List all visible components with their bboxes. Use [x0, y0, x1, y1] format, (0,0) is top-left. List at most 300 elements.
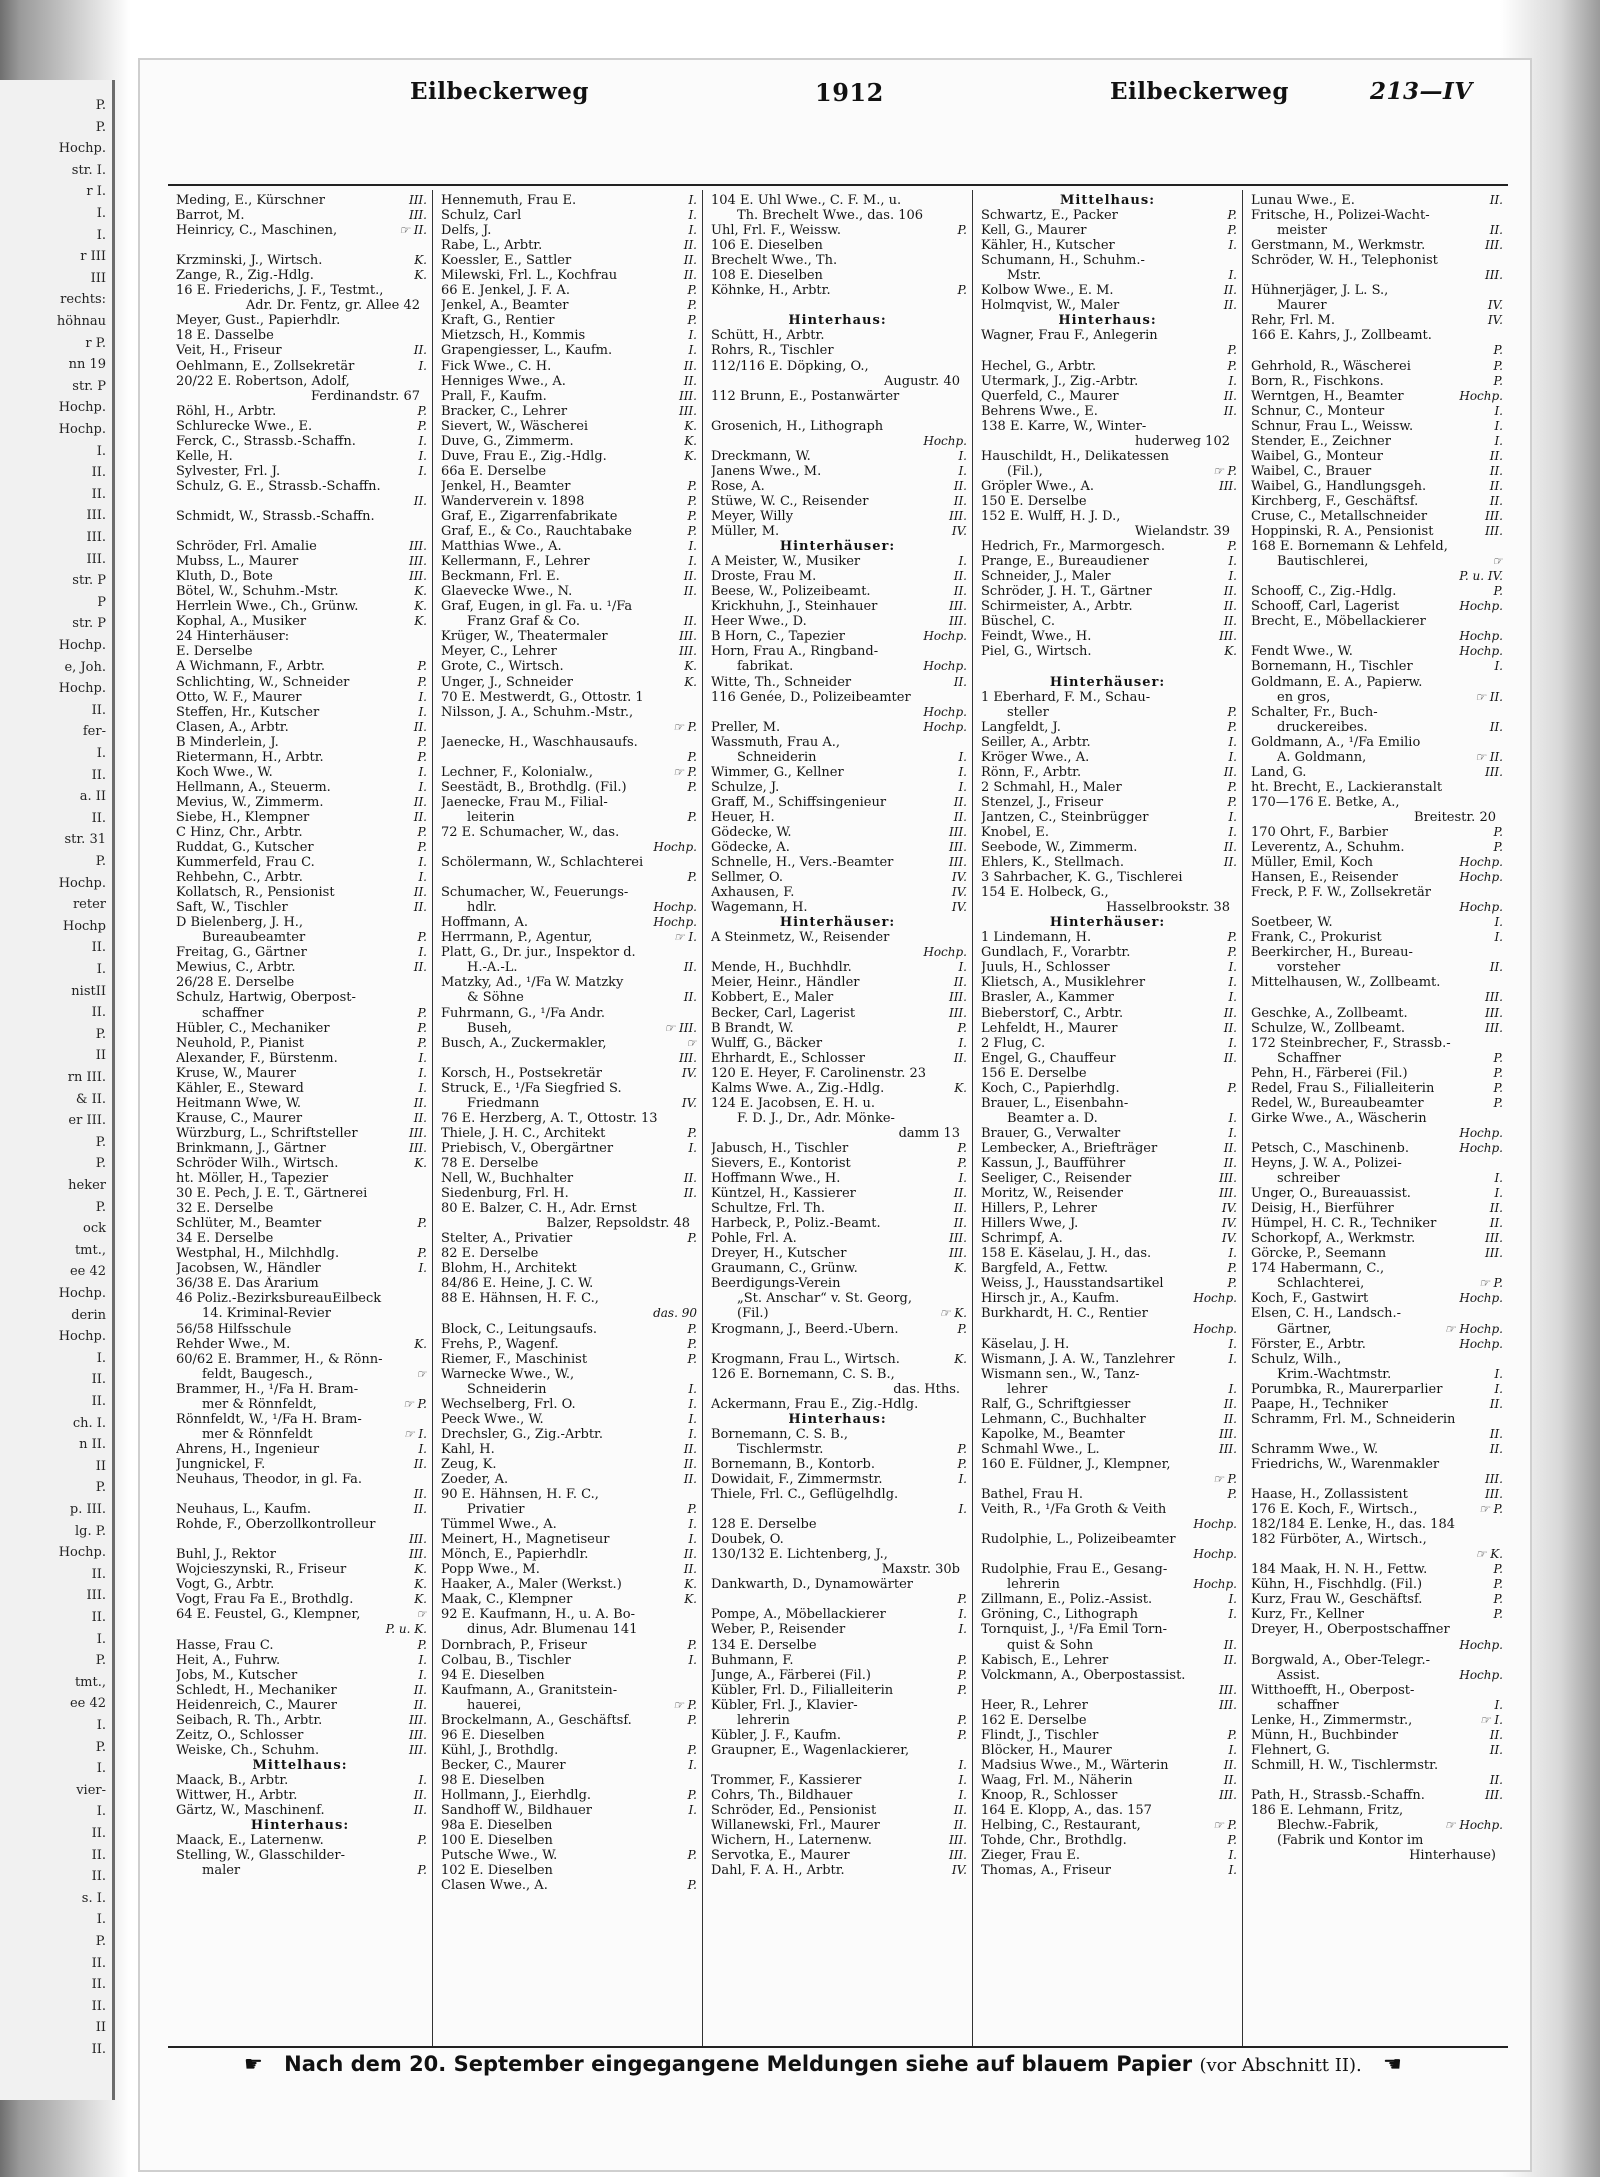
entry-floor: K. — [684, 433, 697, 448]
entry-floor: I. — [688, 1517, 697, 1532]
directory-entry — [441, 915, 697, 930]
entry-text: & Söhne — [467, 990, 524, 1006]
entry-floor: II. — [1223, 1396, 1237, 1411]
entry-text: 1 Eberhard, F. M., Schau- — [981, 689, 1151, 705]
entry-floor: I. — [418, 704, 427, 719]
entry-text: 108 E. Dieselben — [711, 268, 823, 284]
directory-entry — [711, 193, 967, 208]
adjacent-page-fragment: e, Joh. — [64, 659, 106, 675]
entry-floor: III. — [408, 1547, 427, 1562]
entry-text: 116 Genée, D., Polizeibeamter — [711, 689, 911, 705]
directory-entry — [711, 1713, 967, 1728]
entry-floor: I. — [958, 448, 967, 463]
entry-text: Neuhold, P., Pianist — [176, 1035, 304, 1051]
entry-floor: II. — [413, 719, 427, 734]
entry-text: 92 E. Kaufmann, H., u. A. Bo- — [441, 1607, 635, 1623]
adjacent-page-fragment: II. — [91, 1610, 106, 1625]
entry-text: Schultze, Frl. Th. — [711, 1201, 825, 1217]
directory-entry — [1251, 1006, 1503, 1021]
entry-floor: P. — [417, 403, 427, 418]
entry-floor: P. — [417, 734, 427, 749]
entry-text: Rehbehn, C., Arbtr. — [176, 870, 303, 886]
entry-floor: ☞ P. — [672, 719, 697, 734]
directory-entry — [176, 720, 427, 735]
entry-text: Klietsch, A., Musiklehrer — [981, 975, 1146, 991]
directory-entry — [711, 268, 967, 283]
directory-entry — [711, 1517, 967, 1532]
directory-entry — [981, 1698, 1237, 1713]
directory-entry — [1251, 1261, 1503, 1276]
entry-text: schreiber — [1277, 1171, 1340, 1187]
entry-floor: II. — [953, 1818, 967, 1833]
entry-text: Engel, G., Chauffeur — [981, 1050, 1116, 1066]
entry-text: Hellmann, A., Steuerm. — [176, 779, 331, 795]
adjacent-page-fragment: III. — [86, 530, 106, 545]
entry-text: Lenke, H., Zimmermstr., — [1251, 1712, 1413, 1728]
entry-floor: P. — [417, 1637, 427, 1652]
entry-text: Weiss, J., Hausstandsartikel — [981, 1276, 1164, 1292]
entry-floor: I. — [688, 1757, 697, 1772]
directory-entry — [1251, 1096, 1503, 1111]
directory-entry — [981, 870, 1237, 885]
directory-entry — [176, 283, 427, 298]
entry-floor: III. — [1218, 1441, 1237, 1456]
adjacent-page-fragment: str. P — [72, 378, 106, 394]
entry-text: 26/28 E. Derselbe — [176, 975, 295, 991]
entry-text: Hillers Wwe, J. — [981, 1216, 1079, 1232]
directory-entry — [176, 1622, 427, 1637]
directory-entry — [1251, 614, 1503, 629]
directory-entry — [1251, 900, 1503, 915]
entry-text: Frehs, P., Wagenf. — [441, 1336, 559, 1352]
entry-floor: II. — [1489, 463, 1503, 478]
entry-text: Kellermann, F., Lehrer — [441, 554, 590, 570]
entry-floor: P. — [957, 1441, 967, 1456]
directory-entry — [711, 1547, 967, 1562]
entry-floor: P. — [687, 1878, 697, 1893]
entry-text: schaffner — [1277, 1697, 1339, 1713]
entry-floor: ☞ P. — [1212, 1471, 1237, 1486]
directory-entry — [176, 223, 427, 238]
entry-floor: P. — [417, 1246, 427, 1261]
entry-text: Hennemuth, Frau E. — [441, 193, 577, 208]
entry-text: Hinterhäuser: — [1049, 674, 1166, 690]
directory-entry — [441, 1562, 697, 1577]
entry-text: A Meister, W., Musiker — [711, 554, 861, 570]
entry-text: 134 E. Derselbe — [711, 1637, 817, 1653]
directory-entry — [711, 479, 967, 494]
directory-entry — [711, 990, 967, 1005]
directory-entry — [441, 1713, 697, 1728]
entry-text: Rehr, Frl. M. — [1251, 313, 1336, 329]
directory-entry — [176, 509, 427, 524]
adjacent-page-fragment: II. — [91, 1394, 106, 1409]
directory-entry — [981, 1638, 1237, 1653]
entry-text: Hoffmann, A. — [441, 915, 529, 931]
entry-floor: P. — [417, 1863, 427, 1878]
directory-entry — [711, 1156, 967, 1171]
directory-entry — [1251, 840, 1503, 855]
entry-floor: I. — [1228, 1125, 1237, 1140]
pointing-hand-left-icon: ☛ — [244, 2052, 263, 2076]
entry-floor: II. — [1489, 1727, 1503, 1742]
entry-floor: IV. — [1487, 313, 1503, 328]
directory-entry — [981, 539, 1237, 554]
entry-text: Hirsch jr., A., Kaufm. — [981, 1291, 1120, 1307]
entry-text: Stüwe, W. C., Reisender — [711, 493, 869, 509]
directory-entry — [441, 1156, 697, 1171]
directory-entry — [176, 1276, 427, 1291]
entry-floor: II. — [413, 1682, 427, 1697]
directory-entry — [176, 359, 427, 374]
directory-entry — [176, 705, 427, 720]
entry-floor: III. — [1484, 1246, 1503, 1261]
entry-floor: II. — [413, 1095, 427, 1110]
directory-entry — [711, 1622, 967, 1637]
directory-entry — [441, 268, 697, 283]
entry-text: Pohle, Frl. A. — [711, 1231, 797, 1247]
entry-text: Preller, M. — [711, 719, 781, 735]
entry-floor: II. — [953, 674, 967, 689]
entry-text: Adr. Dr. Fentz, gr. Allee 42 — [245, 298, 420, 314]
entry-text: Kühn, H., Fischhdlg. (Fil.) — [1251, 1577, 1423, 1593]
directory-entry — [441, 990, 697, 1005]
directory-entry — [1251, 1683, 1503, 1698]
entry-text: Grosenich, H., Lithograph — [711, 418, 884, 434]
entry-text: Schlurecke Wwe., E. — [176, 418, 313, 434]
adjacent-page-fragment: rn III. — [67, 1070, 106, 1085]
entry-floor: K. — [414, 614, 427, 629]
entry-text: Brinkmann, J., Gärtner — [176, 1140, 326, 1156]
entry-text: Leverentz, A., Schuhm. — [1251, 840, 1405, 856]
directory-entry — [176, 1412, 427, 1427]
entry-text: Cohrs, Th., Bildhauer — [711, 1787, 853, 1803]
adjacent-page-fragment: II. — [91, 1826, 106, 1841]
entry-text: lehrerin — [737, 1712, 790, 1728]
entry-floor: K. — [954, 1351, 967, 1366]
directory-entry — [981, 1803, 1237, 1818]
entry-text: Brammer, H., ¹/Fa H. Bram- — [176, 1381, 359, 1397]
directory-entry — [441, 1502, 697, 1517]
entry-text: Hinterhäuser: — [779, 915, 896, 931]
adjacent-page-fragment: n II. — [79, 1437, 106, 1453]
entry-text: Hinterhäuser: — [779, 539, 896, 555]
entry-floor: II. — [683, 1441, 697, 1456]
adjacent-page-fragment: II. — [91, 810, 106, 826]
entry-floor: K. — [414, 253, 427, 268]
entry-text: Henniges Wwe., A. — [441, 373, 566, 389]
entry-floor: P. — [417, 418, 427, 433]
entry-text: Freitag, G., Gärtner — [176, 945, 307, 961]
entry-text: Moritz, W., Reisender — [981, 1186, 1123, 1202]
entry-floor: ☞ — [416, 1366, 427, 1381]
entry-text: hauerei, — [467, 1697, 522, 1713]
entry-text: Graupner, E., Wagenlackierer, — [711, 1742, 910, 1758]
directory-entry — [1251, 930, 1503, 945]
entry-floor: II. — [953, 1803, 967, 1818]
entry-text: Schulz, Hartwig, Oberpost- — [176, 990, 356, 1006]
entry-floor: K. — [414, 584, 427, 599]
entry-text: Mstr. — [1007, 268, 1042, 284]
entry-text: (Fil.), — [1007, 463, 1043, 479]
entry-floor: K. — [954, 1080, 967, 1095]
entry-text: Droste, Frau M. — [711, 569, 817, 585]
entry-text: Duve, G., Zimmerm. — [441, 433, 574, 449]
entry-text: Ackermann, Frau E., Zig.-Hdlg. — [711, 1396, 919, 1412]
directory-entry — [711, 705, 967, 720]
entry-text: Maack, E., Laternenw. — [176, 1833, 324, 1849]
entry-text: Tornquist, J., ¹/Fa Emil Torn- — [981, 1622, 1168, 1638]
directory-entry — [711, 1607, 967, 1622]
entry-text: leiterin — [467, 809, 515, 825]
directory-entry — [711, 795, 967, 810]
entry-floor: P. — [957, 1321, 967, 1336]
directory-entry — [1251, 359, 1503, 374]
entry-text: Assist. — [1277, 1667, 1320, 1683]
directory-entry — [711, 1051, 967, 1066]
entry-text: Kapolke, M., Beamter — [981, 1426, 1125, 1442]
entry-text: Mittelhausen, W., Zollbeamt. — [1251, 975, 1441, 991]
entry-floor: K. — [414, 599, 427, 614]
entry-text: Ferdinandstr. 67 — [310, 388, 420, 404]
entry-floor: II. — [413, 1787, 427, 1802]
directory-entry — [1251, 494, 1503, 509]
adjacent-page-fragment: I. — [96, 1761, 106, 1777]
entry-text: Haaker, A., Maler (Werkst.) — [441, 1577, 622, 1593]
directory-entry — [176, 870, 427, 885]
entry-text: Bornemann, C. S. B., — [711, 1426, 849, 1442]
entry-floor: II. — [1223, 855, 1237, 870]
adjacent-page-fragment: II. — [91, 486, 106, 502]
adjacent-page-fragment: P. — [95, 854, 106, 869]
directory-entry — [1251, 990, 1503, 1005]
entry-floor: I. — [688, 1381, 697, 1396]
entry-floor: P. — [1493, 584, 1503, 599]
entry-text: Lunau Wwe., E. — [1251, 193, 1355, 208]
directory-entry — [1251, 735, 1503, 750]
entry-text: Mietzsch, H., Kommis — [441, 328, 586, 344]
adjacent-page-fragment: I. — [96, 746, 106, 761]
entry-text: Schnelle, H., Vers.-Beamter — [711, 855, 894, 871]
entry-floor: II. — [413, 1502, 427, 1517]
entry-floor: III. — [408, 1532, 427, 1547]
entry-floor: I. — [1494, 915, 1503, 930]
adjacent-page-fragment: I. — [96, 1631, 106, 1647]
entry-floor: Hochp. — [1459, 599, 1503, 614]
directory-entry — [711, 1066, 967, 1081]
entry-floor: III. — [948, 824, 967, 839]
directory-entry — [981, 1291, 1237, 1306]
directory-entry — [441, 810, 697, 825]
entry-text: Kobbert, E., Maler — [711, 990, 834, 1006]
entry-floor: P. — [1493, 824, 1503, 839]
adjacent-page-fragment: II. — [91, 767, 106, 783]
directory-entry — [1251, 945, 1503, 960]
entry-floor: I. — [958, 1772, 967, 1787]
entry-text: Beamter a. D. — [1007, 1110, 1098, 1126]
entry-floor: Hochp. — [1193, 1291, 1237, 1306]
entry-text: Kähler, E., Steward — [176, 1080, 304, 1096]
directory-entry — [1251, 780, 1503, 795]
directory-entry — [176, 1156, 427, 1171]
directory-entry — [981, 614, 1237, 629]
directory-entry — [441, 1276, 697, 1291]
entry-floor: I. — [958, 779, 967, 794]
entry-text: Veit, H., Friseur — [176, 343, 282, 359]
directory-entry — [441, 1487, 697, 1502]
column-4 — [973, 190, 1243, 2046]
directory-entry — [711, 1231, 967, 1246]
directory-entry — [1251, 298, 1503, 313]
directory-entry — [981, 990, 1237, 1005]
entry-text: Mittelhaus: — [1060, 193, 1155, 208]
directory-entry — [981, 1367, 1237, 1382]
directory-entry — [176, 238, 427, 253]
directory-entry — [981, 1848, 1237, 1863]
entry-floor: III. — [1484, 1005, 1503, 1020]
entry-floor: I. — [958, 554, 967, 569]
entry-text: Kollatsch, R., Pensionist — [176, 885, 335, 901]
entry-floor: III. — [408, 193, 427, 207]
directory-entry — [711, 238, 967, 253]
directory-entry — [441, 1382, 697, 1397]
entry-text: Hansen, E., Reisender — [1251, 870, 1398, 886]
directory-entry — [981, 1863, 1237, 1878]
entry-text: Cruse, C., Metallschneider — [1251, 508, 1428, 524]
directory-entry — [711, 960, 967, 975]
entry-text: 84/86 E. Heine, J. C. W. — [441, 1276, 594, 1292]
directory-entry — [1251, 1562, 1503, 1577]
directory-entry — [981, 735, 1237, 750]
entry-floor: II. — [1489, 193, 1503, 207]
directory-entry — [176, 464, 427, 479]
directory-entry — [981, 1713, 1237, 1728]
directory-entry — [176, 1668, 427, 1683]
entry-text: Gödecke, A. — [711, 840, 790, 856]
entry-text: Gärtz, W., Maschinenf. — [176, 1803, 325, 1819]
directory-entry — [711, 283, 967, 298]
entry-text: 20/22 E. Robertson, Adolf, — [176, 373, 350, 389]
directory-entry — [1251, 569, 1503, 584]
entry-text: Hühnerjäger, J. L. S., — [1251, 283, 1389, 299]
entry-text: huderweg 102 — [1134, 433, 1230, 449]
entry-floor: Hochp. — [1459, 1140, 1503, 1155]
entry-floor: P. — [1227, 539, 1237, 554]
directory-entry — [441, 690, 697, 705]
directory-entry — [176, 569, 427, 584]
directory-entry — [1251, 870, 1503, 885]
directory-entry — [1251, 1517, 1503, 1532]
entry-floor: Hochp. — [923, 704, 967, 719]
entry-floor: I. — [1494, 1186, 1503, 1201]
entry-floor: III. — [1218, 1426, 1237, 1441]
directory-entry — [441, 1622, 697, 1637]
entry-text: Schröder, W. H., Telephonist — [1251, 253, 1438, 269]
entry-text: Wulff, G., Bäcker — [711, 1035, 823, 1051]
directory-entry — [441, 1653, 697, 1668]
entry-floor: P. — [417, 1833, 427, 1848]
directory-entry — [981, 690, 1237, 705]
directory-entry — [441, 253, 697, 268]
directory-entry — [441, 298, 697, 313]
entry-floor: ☞ — [1492, 554, 1503, 569]
entry-text: Stelling, W., Glasschilder- — [176, 1848, 345, 1864]
entry-text: Schnur, C., Monteur — [1251, 403, 1385, 419]
entry-text: Tümmel Wwe., A. — [441, 1517, 557, 1533]
directory-entry — [711, 404, 967, 419]
directory-entry — [441, 1517, 697, 1532]
adjacent-page-fragment: derin — [71, 1307, 106, 1323]
directory-entry — [981, 720, 1237, 735]
running-head-left: Eilbeckerweg — [410, 78, 589, 105]
entry-text: Kübler, Frl. D., Filialleiterin — [711, 1682, 894, 1698]
entry-floor: I. — [688, 223, 697, 238]
directory-entry — [1251, 524, 1503, 539]
adjacent-page-fragment: I. — [96, 1804, 106, 1820]
entry-floor: I. — [958, 1787, 967, 1802]
entry-text: Koch, F., Gastwirt — [1251, 1291, 1369, 1307]
entry-floor: I. — [418, 945, 427, 960]
directory-entry — [981, 1487, 1237, 1502]
entry-floor: II. — [683, 990, 697, 1005]
entry-floor: P. — [1493, 1577, 1503, 1592]
entry-floor: P. — [957, 1020, 967, 1035]
directory-entry — [176, 1547, 427, 1562]
entry-floor: III. — [408, 569, 427, 584]
entry-floor: II. — [683, 1471, 697, 1486]
entry-floor: III. — [948, 990, 967, 1005]
entry-floor: I. — [688, 1411, 697, 1426]
adjacent-page-fragment: Hochp. — [58, 400, 106, 416]
adjacent-page-fragment: I. — [96, 206, 106, 221]
entry-text: Clasen, A., Arbtr. — [176, 719, 289, 735]
entry-floor: P. — [687, 1125, 697, 1140]
entry-floor: Hochp. — [1193, 1577, 1237, 1592]
directory-entry — [176, 840, 427, 855]
directory-entry — [981, 1141, 1237, 1156]
entry-text: Kluth, D., Bote — [176, 569, 273, 585]
adjacent-page-fragment: a. II — [79, 789, 106, 805]
entry-floor: II. — [1489, 1742, 1503, 1757]
directory-entry — [711, 614, 967, 629]
entry-text: Heyns, J. W. A., Polizei- — [1251, 1156, 1402, 1171]
entry-floor: II. — [953, 1201, 967, 1216]
entry-text: 72 E. Schumacher, W., das. — [441, 824, 620, 840]
directory-entry — [176, 629, 427, 644]
entry-text: Witte, Th., Schneider — [711, 674, 852, 690]
directory-entry — [1251, 1442, 1503, 1457]
entry-floor: III. — [948, 1246, 967, 1261]
entry-text: Schooff, Carl, Lagerist — [1251, 599, 1400, 615]
entry-floor: I. — [1494, 418, 1503, 433]
entry-floor: I. — [1228, 1742, 1237, 1757]
entry-text: Schröder Wilh., Wirtsch. — [176, 1156, 339, 1171]
entry-text: Jungnickel, F. — [176, 1456, 266, 1472]
entry-text: Pehn, H., Färberei (Fil.) — [1251, 1065, 1408, 1081]
directory-entry — [1251, 810, 1503, 825]
entry-text: Heitmann Wwe, W. — [176, 1095, 302, 1111]
entry-floor: II. — [1489, 223, 1503, 238]
entry-text: 182 Fürböter, A., Wirtsch., — [1251, 1532, 1427, 1548]
entry-floor: K. — [414, 1562, 427, 1577]
entry-text: Bautischlerei, — [1277, 554, 1369, 570]
directory-entry — [176, 1352, 427, 1367]
directory-entry — [441, 449, 697, 464]
adjacent-page-fragment: II. — [91, 1372, 106, 1388]
entry-text: Stenzel, J., Friseur — [981, 794, 1104, 810]
entry-floor: ☞ II. — [399, 223, 427, 238]
entry-floor: K. — [1224, 644, 1237, 659]
